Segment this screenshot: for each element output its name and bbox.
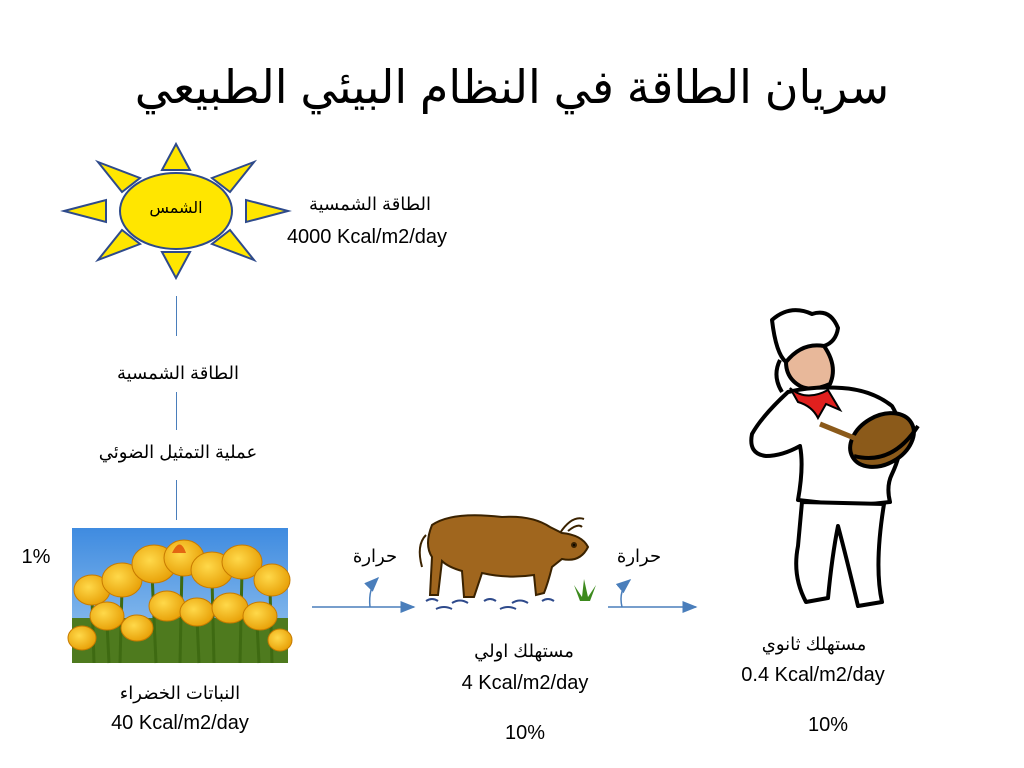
- primary-consumer-percent: 10%: [504, 722, 546, 744]
- chef-icon: [742, 306, 938, 616]
- sun-label: الشمس: [149, 200, 203, 217]
- connector-line: [176, 296, 177, 336]
- solar-energy-label: الطاقة الشمسية: [116, 363, 240, 383]
- heat-label-primary: حرارة: [352, 546, 398, 566]
- cow-icon: [412, 505, 612, 615]
- heat-label-secondary: حرارة: [616, 546, 662, 566]
- sun-energy-value: 4000 Kcal/m2/day: [286, 226, 448, 248]
- tulip-field-image: [72, 528, 288, 663]
- connector-line: [176, 480, 177, 520]
- page-title: سريان الطاقة في النظام البيئي الطبيعي: [134, 61, 890, 113]
- secondary-consumer-label: مستهلك ثانوي: [761, 634, 867, 654]
- producers-label: النباتات الخضراء: [119, 683, 241, 703]
- primary-consumer-value: 4 Kcal/m2/day: [461, 672, 589, 694]
- producers-percent: 1%: [21, 546, 51, 568]
- secondary-consumer-value: 0.4 Kcal/m2/day: [741, 664, 885, 686]
- connector-line: [176, 392, 177, 430]
- primary-consumer-label: مستهلك اولي: [474, 641, 574, 661]
- sun-energy-label: الطاقة الشمسية: [308, 194, 432, 214]
- photosynthesis-label: عملية التمثيل الضوئي: [98, 442, 258, 462]
- producers-value: 40 Kcal/m2/day: [111, 712, 249, 734]
- secondary-consumer-percent: 10%: [807, 714, 849, 736]
